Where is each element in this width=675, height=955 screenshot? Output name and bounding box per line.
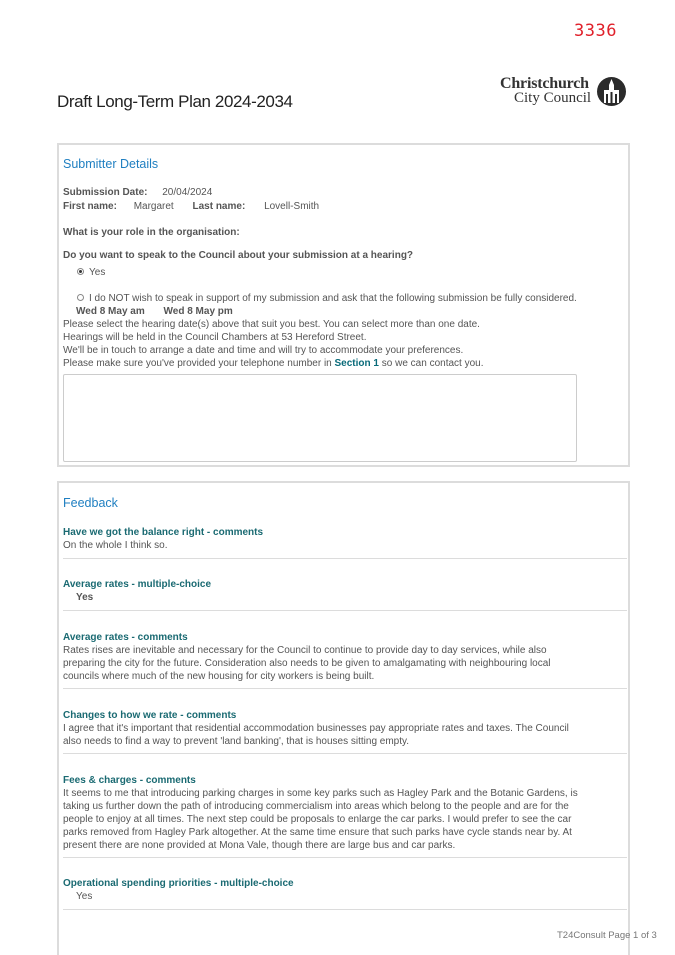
feedback-answer: Yes xyxy=(76,592,94,603)
logo-line-2: City Council xyxy=(514,90,592,106)
feedback-question: Average rates - comments xyxy=(63,632,188,643)
divider xyxy=(63,610,627,611)
hearing-info-1: Please select the hearing date(s) above that suit you best. You can select more than one date. xyxy=(63,319,480,330)
council-logo xyxy=(500,75,628,109)
feedback-question: Operational spending priorities - multiple-choice xyxy=(63,878,294,889)
divider xyxy=(63,753,627,754)
name-row xyxy=(63,201,319,212)
hearing-option-no[interactable] xyxy=(77,293,577,304)
hearing-option-yes[interactable] xyxy=(77,267,105,278)
hearing-question: Do you want to speak to the Council about your submission at a hearing? xyxy=(63,250,414,261)
hearing-dates xyxy=(76,306,233,317)
feedback-answer: Rates rises are inevitable and necessary for the Council to continue to provide day to day services, while also preparing the city for the future. Consideration also needs to be given to amalgamating with neighbouring local councils where much of the new housing for city workers is being built. xyxy=(63,645,551,682)
option-no-label: I do NOT wish to speak in support of my submission and ask that the following submission be fully considered. xyxy=(89,293,577,304)
feedback-answer: On the whole I think so. xyxy=(63,540,168,551)
feedback-item xyxy=(63,631,628,683)
page-title: Draft Long-Term Plan 2024-2034 xyxy=(57,92,293,111)
divider xyxy=(63,688,627,689)
feedback-item xyxy=(63,578,628,604)
divider xyxy=(63,857,627,858)
info-4-text-end: so we can contact you. xyxy=(378,358,484,369)
submitter-heading: Submitter Details xyxy=(63,157,159,171)
cathedral-icon xyxy=(596,76,627,107)
feedback-heading: Feedback xyxy=(63,496,118,510)
divider xyxy=(63,558,627,559)
last-name-value: Lovell-Smith xyxy=(264,201,320,212)
radio-unselected-icon[interactable] xyxy=(77,294,84,301)
submitter-details-panel xyxy=(57,143,630,467)
info-4-text: Please make sure you've provided your telephone number in xyxy=(63,358,335,369)
submission-date-label: Submission Date: xyxy=(63,187,148,198)
feedback-answer: It seems to me that introducing parking charges in some key parks such as Hagley Park and the Botanic Gardens, is taking us further down the path of introducing commercialism into areas which belong to the people and are for the people to enjoy at all times. The next step could be proposals to enlarge the car parks. I would prefer to see the car parks removed from Hagley Park altogether. At the same time ensure that such parks have cycle stands near by. At present there are none provided at Mona Vale, though there are large bus and car parks. xyxy=(63,788,578,851)
feedback-item xyxy=(63,709,628,748)
logo-line-1: Christchurch xyxy=(500,75,589,92)
feedback-answer: I agree that it's important that residential accommodation businesses pay appropriate rates and taxes. The Council also needs to find a way to prevent 'land banking', that is houses sitting empty. xyxy=(63,723,569,747)
submission-date-value: 20/04/2024 xyxy=(162,187,213,198)
hearing-info-4 xyxy=(63,358,484,369)
hearing-comments-textbox[interactable] xyxy=(63,374,577,462)
first-name-label: First name: xyxy=(63,201,117,212)
section-1-link[interactable]: Section 1 xyxy=(334,358,379,369)
role-question: What is your role in the organisation: xyxy=(63,227,240,238)
submission-date-row xyxy=(63,187,212,198)
divider xyxy=(63,909,627,910)
hearing-info-3: We'll be in touch to arrange a date and time and will try to accommodate your preferences. xyxy=(63,345,464,356)
hearing-date-2: Wed 8 May pm xyxy=(163,306,233,317)
hearing-date-1: Wed 8 May am xyxy=(76,306,145,317)
last-name-label: Last name: xyxy=(192,201,246,212)
feedback-question: Changes to how we rate - comments xyxy=(63,710,237,721)
feedback-item xyxy=(63,774,628,852)
feedback-question: Have we got the balance right - comments xyxy=(63,527,264,538)
feedback-panel xyxy=(57,481,630,955)
feedback-answer: Yes xyxy=(76,891,93,902)
page-footer: T24Consult Page 1 of 3 xyxy=(557,930,657,941)
feedback-question: Average rates - multiple-choice xyxy=(63,579,212,590)
feedback-question: Fees & charges - comments xyxy=(63,775,196,786)
first-name-value: Margaret xyxy=(133,201,174,212)
hearing-info-2: Hearings will be held in the Council Chambers at 53 Hereford Street. xyxy=(63,332,367,343)
feedback-item xyxy=(63,526,628,552)
feedback-item xyxy=(63,877,628,903)
option-yes-label: Yes xyxy=(89,267,106,278)
document-number: 3336 xyxy=(574,21,617,41)
radio-selected-icon[interactable] xyxy=(77,268,84,275)
